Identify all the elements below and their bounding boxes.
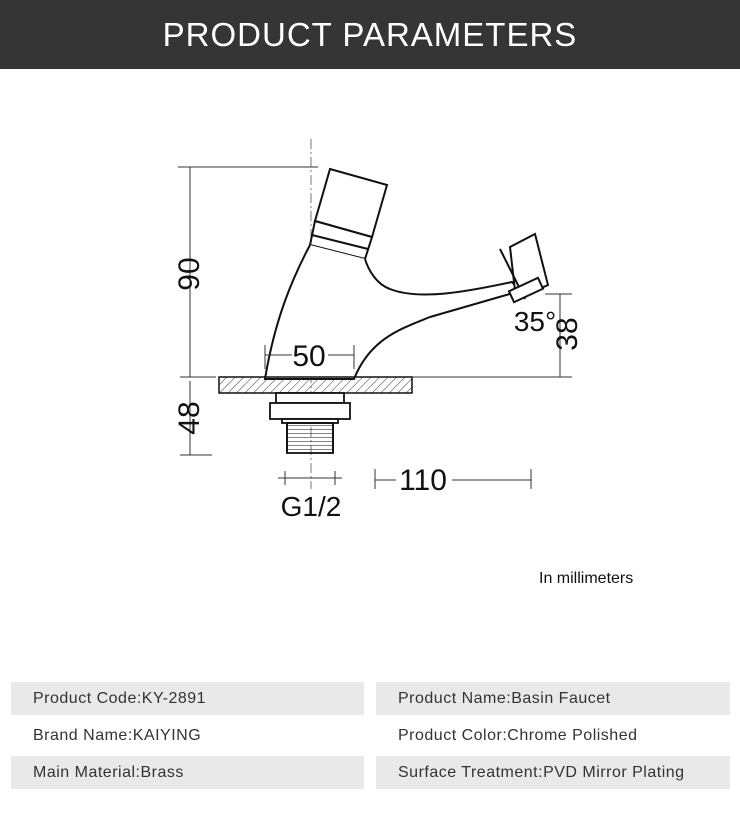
mounting-nut	[270, 393, 350, 453]
spec-brand-name: Brand Name:KAIYING	[33, 726, 202, 744]
dim-base-width-label: 50	[292, 340, 326, 373]
dim-height-label: 90	[173, 257, 206, 291]
deck-plate	[219, 377, 412, 393]
dim-spout-height-label: 38	[551, 317, 584, 351]
dim-reach-label: 110	[399, 464, 447, 497]
dim-spout-angle-label: 35°	[513, 306, 557, 337]
spec-product-name: Product Name:Basin Faucet	[376, 682, 730, 715]
dim-thread-label: G1/2	[280, 491, 342, 522]
dim-below-deck-label: 48	[173, 401, 206, 435]
faucet-dimension-drawing	[0, 69, 740, 589]
units-note: In millimeters	[539, 570, 634, 587]
header-bar	[0, 0, 740, 69]
spec-surface-treatment: Surface Treatment:PVD Mirror Plating	[376, 756, 730, 789]
spec-product-code: Product Code:KY-2891	[11, 682, 364, 715]
faucet-drawing-svg	[0, 69, 740, 589]
page-title: PRODUCT PARAMETERS	[162, 15, 578, 53]
spec-main-material: Main Material:Brass	[11, 756, 364, 789]
spec-product-color: Product Color:Chrome Polished	[398, 726, 638, 744]
